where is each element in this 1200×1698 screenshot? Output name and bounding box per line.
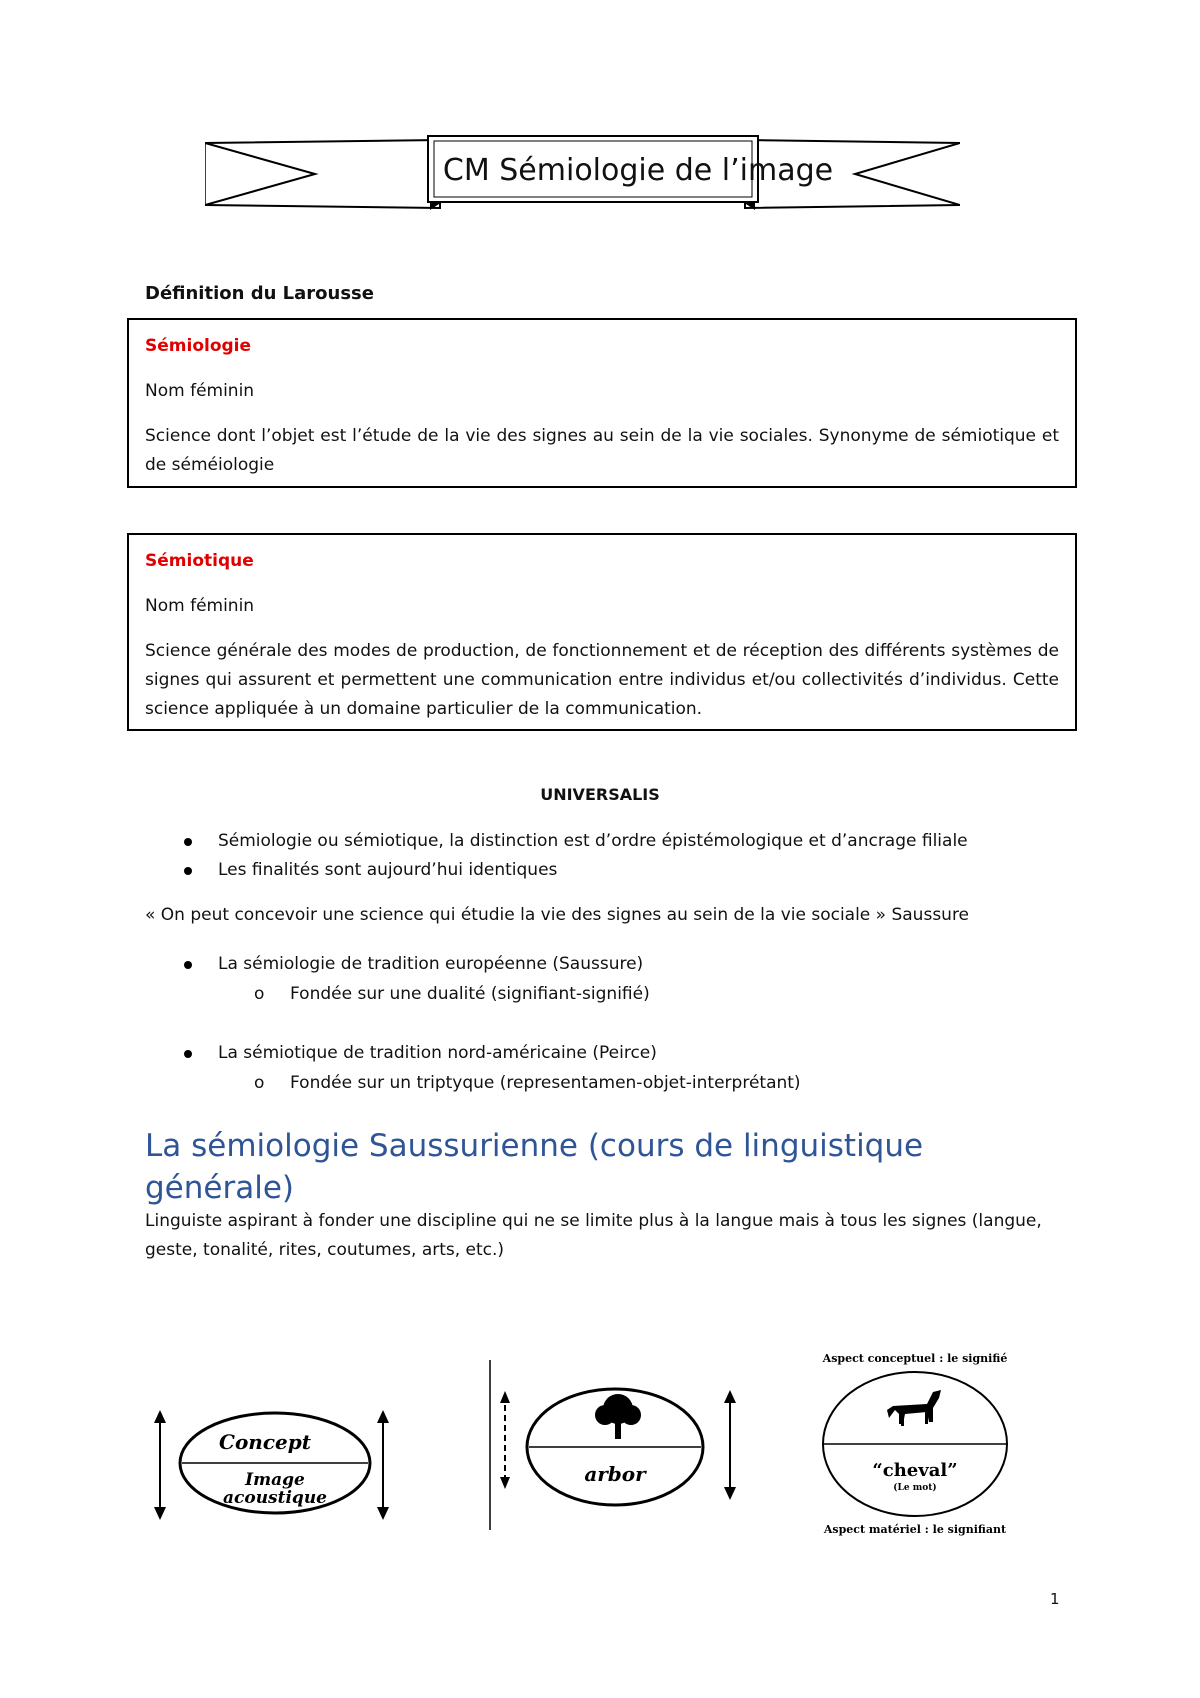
list-item	[180, 950, 643, 979]
definition-box-semiologie	[127, 318, 1077, 488]
definition-box-semiotique	[127, 533, 1077, 731]
diagram-caption-signifie: Aspect conceptuel : le signifié	[822, 1352, 1008, 1365]
sign-diagram-concept	[150, 1405, 400, 1525]
bullet-icon	[184, 838, 192, 846]
list-item	[180, 827, 968, 856]
diagram-label-arbor: arbor	[584, 1462, 646, 1486]
tradition-sublist-europe	[180, 980, 650, 1009]
list-item	[180, 1069, 801, 1098]
sub-bullet-text: Fondée sur un triptyque (representamen-objet-interprétant)	[290, 1073, 801, 1093]
tradition-sublist-america	[180, 1069, 801, 1098]
bullet-text: Sémiologie ou sémiotique, la distinction est d’ordre épistémologique et d’ancrage filiale	[218, 831, 968, 851]
tree-icon	[595, 1394, 641, 1439]
list-item	[180, 980, 650, 1009]
sub-bullet-icon: o	[254, 984, 265, 1004]
larousse-heading: Définition du Larousse	[145, 283, 374, 304]
diagram-label-le-mot: (Le mot)	[893, 1483, 937, 1493]
page-number: 1	[1050, 1590, 1060, 1608]
bullet-text: La sémiotique de tradition nord-américaine (Peirce)	[218, 1043, 657, 1063]
section-paragraph: Linguiste aspirant à fonder une discipline qui ne se limite plus à la langue mais à tous les signes (langue, geste, tonalité, rites, coutumes, arts, etc.)	[145, 1211, 1042, 1260]
tradition-list-america	[180, 1039, 657, 1068]
bullet-icon	[184, 961, 192, 969]
diagram-label-image: Image	[245, 1470, 305, 1490]
diagram-label-acoustique: acoustique	[222, 1488, 328, 1508]
bullet-icon	[184, 867, 192, 875]
tradition-list-europe	[180, 950, 643, 979]
definition-text: Science dont l’objet est l’étude de la vie des signes au sein de la vie sociales. Synonyme de sémiotique et de séméiologie	[145, 426, 1059, 475]
page-title: CM Sémiologie de l’image	[442, 152, 834, 188]
sub-bullet-text: Fondée sur une dualité (signifiant-signifié)	[290, 984, 650, 1004]
bullet-text: La sémiologie de tradition européenne (Saussure)	[218, 954, 644, 974]
list-item	[180, 1039, 657, 1068]
diagram-label-concept: Concept	[219, 1430, 311, 1454]
diagram-caption-signifiant: Aspect matériel : le signifiant	[823, 1523, 1007, 1536]
definition-pos: Nom féminin	[145, 596, 255, 616]
horse-icon	[887, 1390, 941, 1426]
bullet-text: Les finalités sont aujourd’hui identiques	[218, 860, 558, 880]
diagram-label-cheval: “cheval”	[872, 1460, 958, 1481]
universalis-heading: UNIVERSALIS	[540, 785, 660, 804]
definition-pos: Nom féminin	[145, 381, 255, 401]
sub-bullet-icon: o	[254, 1073, 265, 1093]
saussure-quote: « On peut concevoir une science qui étudie la vie des signes au sein de la vie sociale » Saussure	[145, 905, 970, 925]
definition-text: Science générale des modes de production, de fonctionnement et de réception des différents systèmes de signes qui assurent et permettent une communication entre individus et/ou collectivités d’individus. Cette science appliquée à un domaine particulier de la communication.	[145, 641, 1059, 719]
definition-term: Sémiologie	[145, 336, 252, 356]
bullet-icon	[184, 1050, 192, 1058]
sign-diagram-cheval	[815, 1348, 1015, 1538]
section-heading: La sémiologie Saussurienne (cours de linguistique générale)	[145, 1128, 924, 1206]
sign-diagram-arbor	[485, 1355, 745, 1535]
list-item	[180, 856, 968, 885]
definition-term: Sémiotique	[145, 551, 254, 571]
universalis-bullet-list	[180, 827, 968, 885]
